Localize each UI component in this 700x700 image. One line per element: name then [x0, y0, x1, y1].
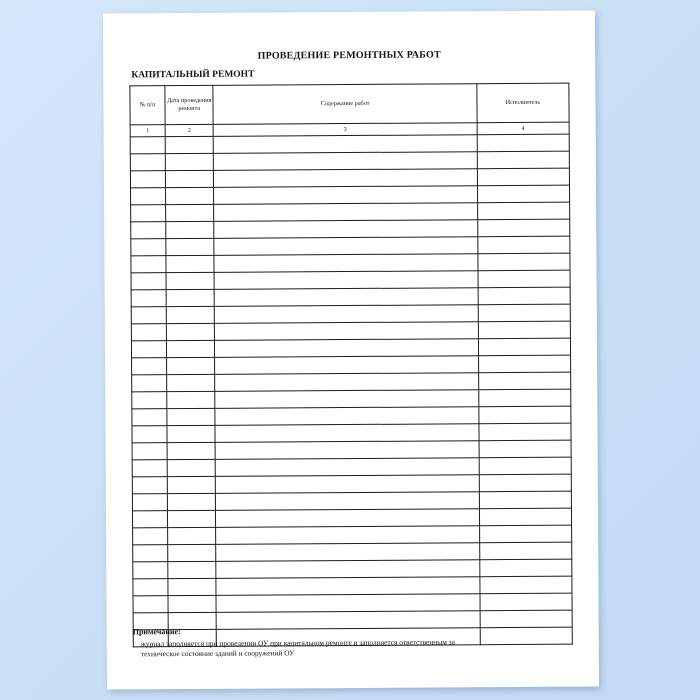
table-cell[interactable] — [479, 491, 571, 509]
table-cell[interactable] — [216, 560, 480, 579]
table-cell[interactable] — [216, 594, 480, 613]
table-cell[interactable] — [131, 307, 166, 324]
table-cell[interactable] — [131, 290, 166, 307]
table-cell[interactable] — [133, 596, 168, 613]
table-cell[interactable] — [478, 253, 570, 271]
table-cell[interactable] — [167, 408, 215, 425]
column-header-executor: Исполнитель — [477, 83, 569, 123]
table-cell[interactable] — [131, 341, 166, 358]
table-cell[interactable] — [165, 153, 213, 170]
table-cell[interactable] — [131, 273, 166, 290]
table-cell[interactable] — [214, 220, 478, 239]
table-cell[interactable] — [167, 459, 215, 476]
table-cell[interactable] — [215, 373, 479, 392]
table-cell[interactable] — [479, 406, 571, 424]
table-cell[interactable] — [478, 355, 570, 373]
table-cell[interactable] — [480, 559, 572, 577]
page-subtitle: КАПИТАЛЬНЫЙ РЕМОНТ — [131, 69, 255, 81]
table-cell[interactable] — [214, 135, 478, 154]
table-cell[interactable] — [168, 527, 216, 544]
table-cell[interactable] — [167, 442, 215, 459]
table-cell[interactable] — [131, 222, 166, 239]
table-header-row — [130, 83, 569, 125]
table-cell[interactable] — [131, 205, 166, 222]
table-cell[interactable] — [478, 219, 570, 237]
table-cell[interactable] — [216, 475, 480, 494]
document-page — [103, 11, 599, 690]
table-cell[interactable] — [478, 338, 570, 356]
table-cell[interactable] — [216, 526, 480, 545]
document-content — [103, 11, 599, 690]
table-cell[interactable] — [215, 424, 479, 443]
table-cell[interactable] — [133, 562, 168, 579]
table-cell[interactable] — [214, 254, 478, 273]
table-cell[interactable] — [132, 494, 167, 511]
table-cell[interactable] — [215, 441, 479, 460]
table-cell[interactable] — [167, 391, 215, 408]
table-cell[interactable] — [477, 202, 569, 220]
table-cell[interactable] — [167, 357, 215, 374]
table-cell[interactable] — [478, 321, 570, 339]
table-cell[interactable] — [479, 508, 571, 526]
table-cell[interactable] — [165, 136, 213, 153]
table-cell[interactable] — [167, 493, 215, 510]
table-cell[interactable] — [166, 238, 214, 255]
table-cell[interactable] — [168, 544, 216, 561]
column-number-3: 3 — [214, 123, 477, 137]
table-cell[interactable] — [215, 356, 479, 375]
table-cell[interactable] — [477, 134, 569, 152]
table-cell[interactable] — [130, 154, 165, 171]
table-cell[interactable] — [214, 203, 478, 222]
table-cell[interactable] — [216, 458, 480, 477]
table-cell[interactable] — [477, 185, 569, 203]
table-cell[interactable] — [479, 474, 571, 492]
table-cell[interactable] — [215, 390, 479, 409]
table-cell[interactable] — [166, 204, 214, 221]
table-cell[interactable] — [480, 593, 572, 611]
column-header-number: № п/п — [130, 86, 165, 125]
table-cell[interactable] — [216, 543, 480, 562]
table-cell[interactable] — [131, 256, 166, 273]
column-number-2: 2 — [165, 124, 213, 136]
table-cell[interactable] — [131, 188, 166, 205]
table-cell[interactable] — [478, 372, 570, 390]
table-cell[interactable] — [130, 137, 165, 154]
table-cell[interactable] — [216, 492, 480, 511]
table-cell[interactable] — [166, 323, 214, 340]
table-cell[interactable] — [133, 579, 168, 596]
table-cell[interactable] — [132, 409, 167, 426]
table-cell[interactable] — [130, 171, 165, 188]
table-cell[interactable] — [166, 187, 214, 204]
table-cell[interactable] — [479, 423, 571, 441]
table-cell[interactable] — [167, 374, 215, 391]
table-cell[interactable] — [132, 443, 167, 460]
table-cell[interactable] — [132, 426, 167, 443]
table-cell[interactable] — [168, 578, 216, 595]
table-cell[interactable] — [479, 389, 571, 407]
table-cell[interactable] — [215, 322, 479, 341]
table-cell[interactable] — [168, 510, 216, 527]
table-cell[interactable] — [480, 576, 572, 594]
column-header-content: Содержание работ — [213, 84, 477, 125]
table-cell[interactable] — [132, 358, 167, 375]
table-cell[interactable] — [214, 152, 478, 171]
note-section — [133, 625, 573, 660]
note-line-1: журнал заполняется при проведении ОУ при капитальном ремонте и заполняется ответственным за — [140, 637, 455, 649]
table-cell[interactable] — [478, 236, 570, 254]
table-cell[interactable] — [167, 340, 215, 357]
table-cell[interactable] — [133, 528, 168, 545]
column-number-1: 1 — [130, 125, 165, 137]
table-cell[interactable] — [215, 305, 479, 324]
page-title: ПРОВЕДЕНИЕ РЕМОНТНЫХ РАБОТ — [257, 49, 441, 62]
table-cell[interactable] — [167, 476, 215, 493]
table-header — [130, 83, 569, 125]
table-cell[interactable] — [478, 304, 570, 322]
table-cell[interactable] — [168, 561, 216, 578]
table-cell[interactable] — [132, 460, 167, 477]
column-header-date: Дата проведения ремонта — [165, 85, 214, 124]
table-cell[interactable] — [166, 255, 214, 272]
table-cell[interactable] — [479, 440, 571, 458]
table-cell[interactable] — [132, 392, 167, 409]
table-cell[interactable] — [166, 221, 214, 238]
table-cell[interactable] — [479, 525, 571, 543]
table-cell[interactable] — [216, 509, 480, 528]
table-cell[interactable] — [214, 186, 478, 205]
table-cell[interactable] — [477, 168, 569, 186]
table-cell[interactable] — [216, 577, 480, 596]
table-cell[interactable] — [131, 239, 166, 256]
table-cell[interactable] — [478, 287, 570, 305]
table-cell[interactable] — [132, 375, 167, 392]
table-cell[interactable] — [166, 272, 214, 289]
table-body — [130, 122, 572, 647]
table-cell[interactable] — [166, 289, 214, 306]
note-label: Примечание: — [132, 627, 181, 637]
note-line-2: техническое состояние зданий и сооружений ОУ — [140, 648, 295, 659]
table-cell[interactable] — [167, 425, 215, 442]
table-cell[interactable] — [215, 407, 479, 426]
column-number-4: 4 — [477, 122, 569, 135]
repair-works-table — [129, 83, 572, 648]
table-cell[interactable] — [215, 339, 479, 358]
table-cell[interactable] — [133, 545, 168, 562]
table-cell[interactable] — [166, 306, 214, 323]
table-cell[interactable] — [215, 288, 479, 307]
table-cell[interactable] — [479, 542, 571, 560]
table-cell[interactable] — [478, 270, 570, 288]
table-cell[interactable] — [214, 271, 478, 290]
table-cell[interactable] — [477, 151, 569, 169]
table-cell[interactable] — [166, 170, 214, 187]
table-cell[interactable] — [132, 477, 167, 494]
table-cell[interactable] — [168, 595, 216, 612]
table-cell[interactable] — [214, 169, 478, 188]
table-cell[interactable] — [214, 237, 478, 256]
table-cell[interactable] — [132, 511, 167, 528]
table-cell[interactable] — [479, 457, 571, 475]
table-cell[interactable] — [131, 324, 166, 341]
